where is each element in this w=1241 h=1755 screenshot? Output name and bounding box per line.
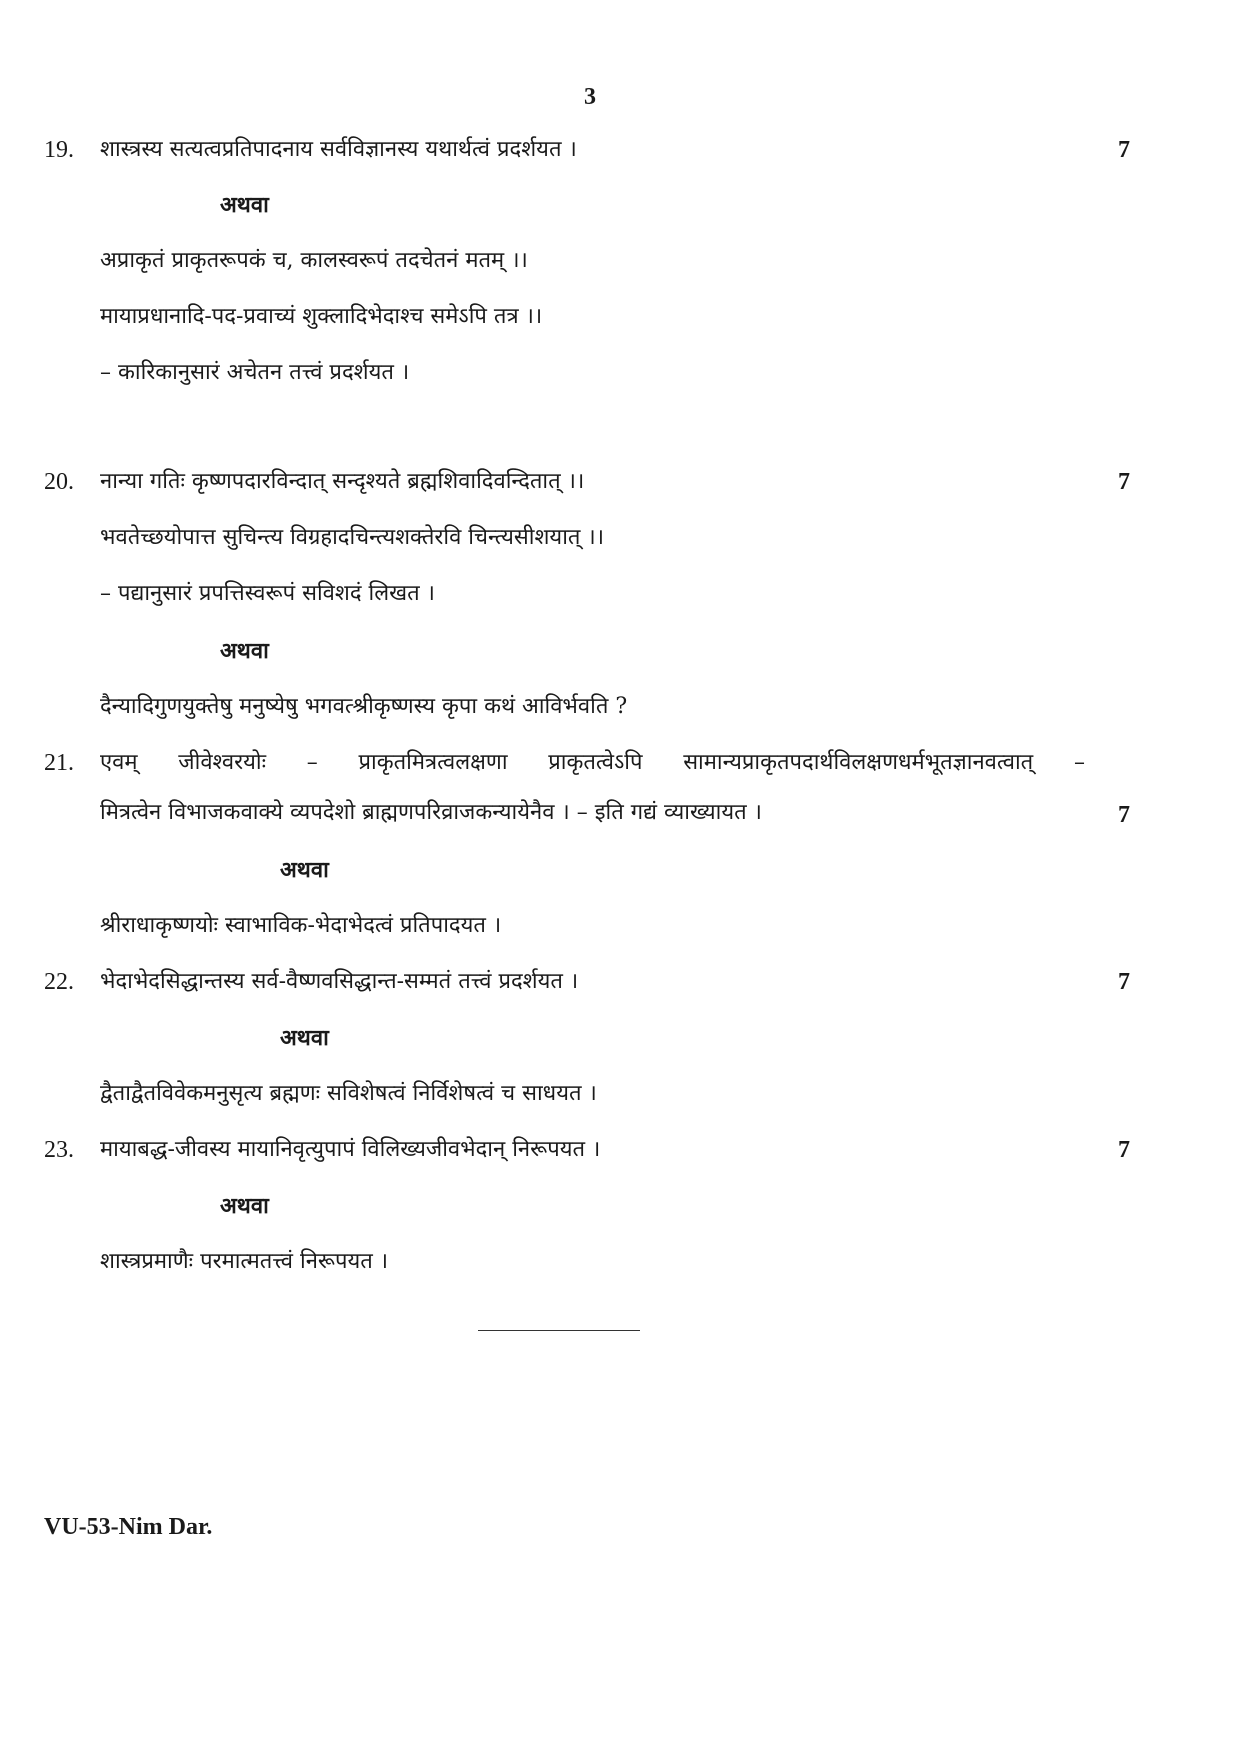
- question-marks: 7: [1118, 969, 1130, 995]
- word: जीवेश्वरयोः: [178, 750, 267, 775]
- alternative-line: मायाप्रधानादि-पद-प्रवाच्यं शुक्लादिभेदाश्च समेऽपि तत्र ।।: [100, 304, 543, 329]
- question-verse-line: नान्या गतिः कृष्णपदारविन्दात् सन्दृश्यते ब्रह्मशिवादिवन्दितात् ।।: [100, 469, 585, 494]
- alternative-line: अप्राकृतं प्राकृतरूपकं च, कालस्वरूपं तदचेतनं मतम् ।।: [100, 248, 528, 273]
- or-label: अथवा: [220, 192, 269, 218]
- question-text-line-1: [100, 748, 1085, 778]
- word: प्राकृतत्वेऽपि: [548, 750, 643, 775]
- question-number: 22.: [44, 969, 74, 995]
- paper-code: VU-53-Nim Dar.: [44, 1514, 213, 1540]
- or-label: अथवा: [280, 1025, 329, 1051]
- question-text-line-2: मित्रत्वेन विभाजकवाक्ये व्यपदेशो ब्राह्मणपरिव्राजकन्यायेनैव । – इति गद्यं व्याख्यायत ।: [100, 800, 762, 825]
- question-number: 21.: [44, 750, 74, 776]
- question-verse-line: भवतेच्छयोपात्त सुचिन्त्य विग्रहादचिन्त्यशक्तेरवि चिन्त्यसीशयात् ।।: [100, 525, 605, 550]
- word: प्राकृतमित्रत्वलक्षणा: [358, 750, 508, 775]
- alternative-line: – कारिकानुसारं अचेतन तत्त्वं प्रदर्शयत ।: [100, 360, 410, 385]
- word: एवम्: [100, 750, 138, 775]
- question-text: भेदाभेदसिद्धान्तस्य सर्व-वैष्णवसिद्धान्त-सम्मतं तत्त्वं प्रदर्शयत ।: [100, 969, 579, 994]
- question-marks: 7: [1118, 1137, 1130, 1163]
- word: सामान्यप्राकृतपदार्थविलक्षणधर्मभूतज्ञानवत्वात्: [683, 750, 1034, 775]
- alternative-text: शास्त्रप्रमाणैः परमात्मतत्त्वं निरूपयत ।: [100, 1249, 389, 1274]
- question-number: 19.: [44, 137, 74, 163]
- alternative-text: दैन्यादिगुणयुक्तेषु मनुष्येषु भगवत्श्रीकृष्णस्य कृपा कथं आविर्भवति ?: [100, 694, 628, 719]
- question-marks: 7: [1118, 137, 1130, 163]
- question-text: शास्त्रस्य सत्यत्वप्रतिपादनाय सर्वविज्ञानस्य यथार्थत्वं प्रदर्शयत ।: [100, 137, 577, 162]
- question-number: 20.: [44, 469, 74, 495]
- end-of-paper-rule: [478, 1330, 640, 1331]
- alternative-text: श्रीराधाकृष्णयोः स्वाभाविक-भेदाभेदत्वं प्रतिपादयत ।: [100, 913, 502, 938]
- word: –: [1073, 750, 1085, 775]
- word: –: [306, 750, 318, 775]
- question-number: 23.: [44, 1137, 74, 1163]
- or-label: अथवा: [220, 638, 269, 664]
- question-text: मायाबद्ध-जीवस्य मायानिवृत्युपापं विलिख्यजीवभेदान् निरूपयत ।: [100, 1137, 601, 1162]
- page-number: 3: [584, 84, 596, 110]
- question-marks: 7: [1118, 469, 1130, 495]
- or-label: अथवा: [220, 1193, 269, 1219]
- or-label: अथवा: [280, 857, 329, 883]
- question-marks: 7: [1118, 802, 1130, 828]
- alternative-text: द्वैताद्वैतविवेकमनुसृत्य ब्रह्मणः सविशेषत्वं निर्विशेषत्वं च साधयत ।: [100, 1081, 597, 1106]
- question-verse-line: – पद्यानुसारं प्रपत्तिस्वरूपं सविशदं लिखत ।: [100, 581, 436, 606]
